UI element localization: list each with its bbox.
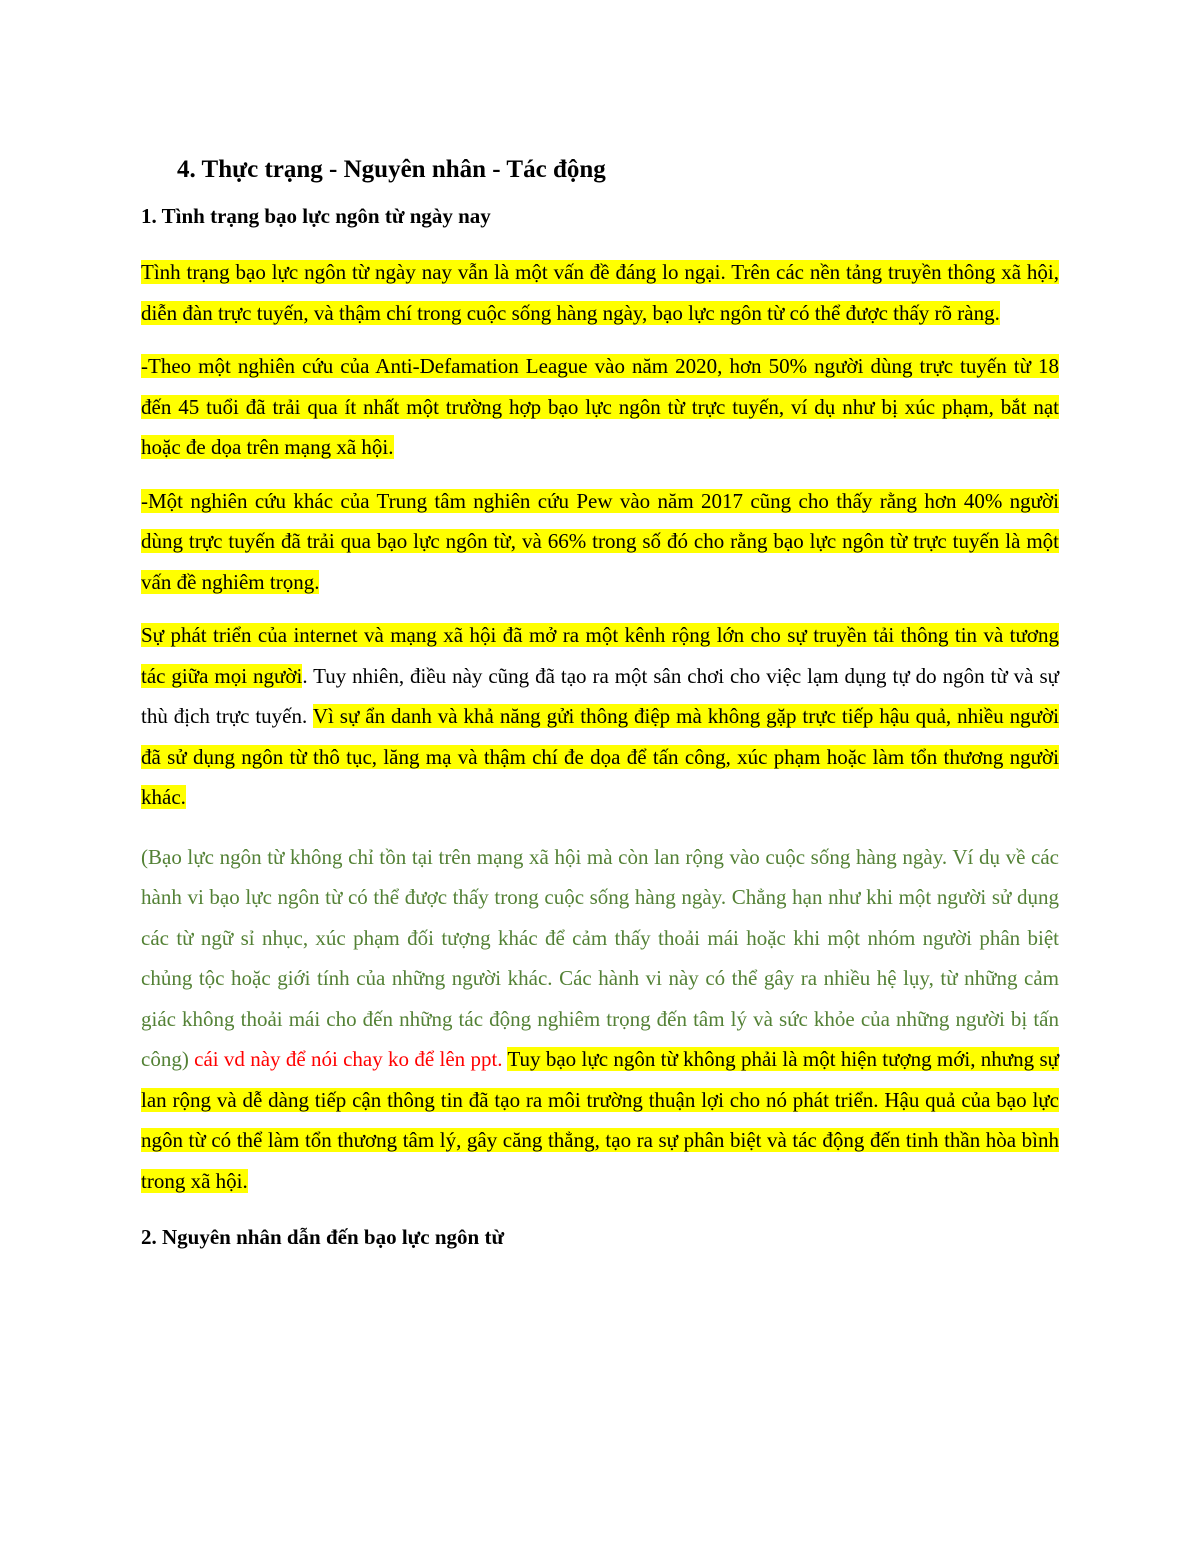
- section-1-title: 1. Tình trạng bạo lực ngôn từ ngày nay: [141, 204, 491, 228]
- paragraph-4: [141, 615, 1059, 818]
- paragraph-2-text: -Theo một nghiên cứu của Anti-Defamation League vào năm 2020, hơn 50% người dùng trực tuyến từ 18 đến 45 tuổi đã trải qua ít nhất một trường hợp bạo lực ngôn từ trực tuyến, ví dụ như bị xúc phạm, bắt nạt hoặc đe dọa trên mạng xã hội.: [141, 354, 1059, 459]
- paragraph-1: [141, 252, 1059, 333]
- main-heading: 4. Thực trạng - Nguyên nhân - Tác động: [177, 156, 606, 183]
- paragraph-3-text: -Một nghiên cứu khác của Trung tâm nghiên cứu Pew vào năm 2017 cũng cho thấy rằng hơn 40% người dùng trực tuyến đã trải qua bạo lực ngôn từ, và 66% trong số đó cho rằng bạo lực ngôn từ trực tuyến là một vấn đề nghiêm trọng.: [141, 488, 1059, 594]
- paragraph-5-red-note: cái vd này để nói chay ko để lên ppt.: [188, 1047, 503, 1071]
- paragraph-3: [141, 481, 1059, 603]
- paragraph-4-highlight-2: Vì sự ẩn danh và khả năng gửi thông điệp mà không gặp trực tiếp hậu quả, nhiều người đã sử dụng ngôn từ thô tục, lăng mạ và thậm chí đe dọa để tấn công, xúc phạm hoặc làm tổn thương người khác.: [141, 704, 1060, 809]
- paragraph-5-highlight: Tuy bạo lực ngôn từ không phải là một hiện tượng mới, nhưng sự lan rộng và dễ dàng tiếp cận thông tin đã tạo ra môi trường thuận lợi cho nó phát triển. Hậu quả của bạo lực ngôn từ có thể làm tổn thương tâm lý, gây căng thẳng, tạo ra sự phân biệt và tác động đến tinh thần hòa bình trong xã hội.: [141, 1047, 1060, 1193]
- paragraph-1-text: Tình trạng bạo lực ngôn từ ngày nay vẫn là một vấn đề đáng lo ngại. Trên các nền tảng truyền thông xã hội, diễn đàn trực tuyến, và thậm chí trong cuộc sống hàng ngày, bạo lực ngôn từ có thể được thấy rõ ràng.: [141, 260, 1059, 325]
- section-2-title: 2. Nguyên nhân dẫn đến bạo lực ngôn từ: [141, 1225, 505, 1249]
- paragraph-4-highlight-1: Sự phát triển của internet và mạng xã hội đã mở ra một kênh rộng lớn cho sự truyền tải thông tin và tương tác giữa mọi người: [141, 623, 1059, 688]
- paragraph-5: [141, 837, 1059, 1202]
- paragraph-2: [141, 346, 1059, 468]
- paragraph-5-green-example: (Bạo lực ngôn từ không chỉ tồn tại trên mạng xã hội mà còn lan rộng vào cuộc sống hàng ngày. Ví dụ về các hành vi bạo lực ngôn từ có thể được thấy trong cuộc sống hàng ngày. Chẳng hạn như khi một người sử dụng các từ ngữ sỉ nhục, xúc phạm đối tượng khác để cảm thấy thoải mái hoặc khi một nhóm người phân biệt chủng tộc hoặc giới tính của những người khác. Các hành vi này có thể gây ra nhiều hệ lụy, từ những cảm giác không thoải mái cho đến những tác động nghiêm trọng đến tâm lý và sức khỏe của những người bị tấn công): [141, 844, 1059, 1071]
- paragraph-4-plain: . Tuy nhiên, điều này cũng đã tạo ra một sân chơi cho việc lạm dụng tự do ngôn từ và sự thù địch trực tuyến.: [141, 663, 1059, 728]
- document-body: [141, 150, 1059, 1253]
